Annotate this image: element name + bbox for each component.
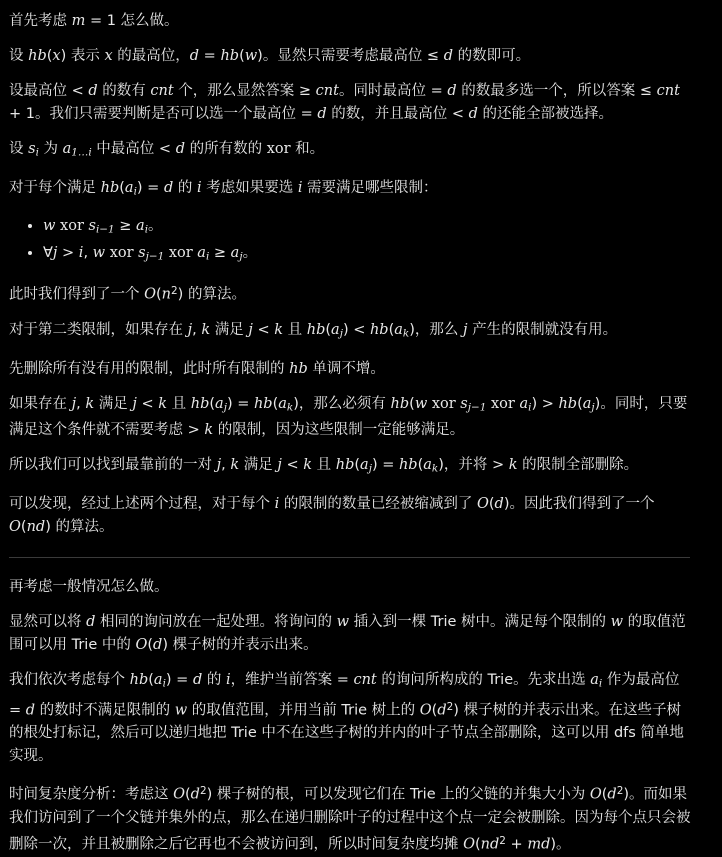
paragraph: 我们依次考虑每个 hb(ai) = d 的 i，维护当前答案 = cnt 的询问所构成的 Trie。先求出选 ai 作为最高位 = d 的数时不满足限制的 w 的取值范围，并用当前 Trie 树上的 $O(d^2)$ 棵子树的并表示出来。在这些子树的根处打标记，然后可以递归地把 Trie 中不在这些子树的并内的叶子节点全部删除，这可以用 dfs 简单地实现。	[9, 671, 684, 765]
paragraph: 可以发现，经过上述两个过程，对于每个 i 的限制的数量已经被缩减到了 O(d)。因此我们得到了一个 O(nd) 的算法。	[9, 495, 655, 535]
paragraph: 设 hb(x) 表示 x 的最高位，d = hb(w)。显然只需要考虑最高位 ≤ d 的数即可。	[9, 48, 531, 64]
constraint-list	[9, 215, 693, 268]
paragraph: 显然可以将 d 相同的询问放在一起处理。将询问的 w 插入到一棵 Trie 树中。满足每个限制的 w 的取值范围可以用 Trie 中的 O(d) 棵子树的并表示出来。	[9, 613, 686, 653]
paragraph: 对于每个满足 hb(ai) = d 的 i 考虑如果要选 i 需要满足哪些限制：	[9, 179, 438, 198]
list-item: • ∀j > i, w xor sj−1 xor ai ≥ aj。	[43, 242, 693, 269]
paragraph: 首先考虑 m = 1 怎么做。	[9, 13, 179, 29]
paragraph: 先删除所有没有用的限制，此时所有限制的 hb 单调不增。	[9, 360, 385, 377]
section-divider	[9, 557, 690, 558]
paragraph: 时间复杂度分析：考虑这 $O(d^2)$ 棵子树的根，可以发现它们在 Trie 上的父链的并集大小为 $O(d^2)$。而如果我们访问到了一个父链并集外的点，那么在递归删除叶子的过程中这个点一定会被删除。因为每个点只会被删除一次，并且被删除之后它再也不会被访问到，所以时间复杂度均摊 $O(nd^2 + md)$。	[9, 785, 691, 853]
paragraph: 如果存在 j, k 满足 j < k 且 hb(aj) = hb(ak)，那么必须有 hb(w xor sj−1 xor ai) > hb(aj)。同时，只要满足这个条件就不需要考虑 > k 的限制，因为这些限制一定能够满足。	[9, 395, 688, 439]
list-item: • w xor si−1 ≥ ai。	[43, 215, 693, 242]
paragraph: 再考虑一般情况怎么做。	[9, 578, 169, 595]
paragraph: 对于第二类限制，如果存在 j, k 满足 j < k 且 hb(aj) < hb(ak)，那么 j 产生的限制就没有用。	[9, 322, 618, 340]
paragraph: 设 si 为 a1…i 中最高位 < d 的所有数的 xor 和。	[9, 141, 325, 159]
paragraph: 所以我们可以找到最靠前的一对 j, k 满足 j < k 且 hb(aj) = hb(ak)，并将 > k 的限制全部删除。	[9, 457, 639, 475]
paragraph: 此时我们得到了一个 $O(n^2)$ 的算法。	[9, 285, 246, 304]
paragraph: 设最高位 < d 的数有 cnt 个，那么显然答案 ≥ cnt。同时最高位 = d 的数最多选一个，所以答案 ≤ cnt + 1。我们只需要判断是否可以选一个最高位 = d 的数，并且最高位 < d 的还能全部被选择。	[9, 83, 680, 122]
